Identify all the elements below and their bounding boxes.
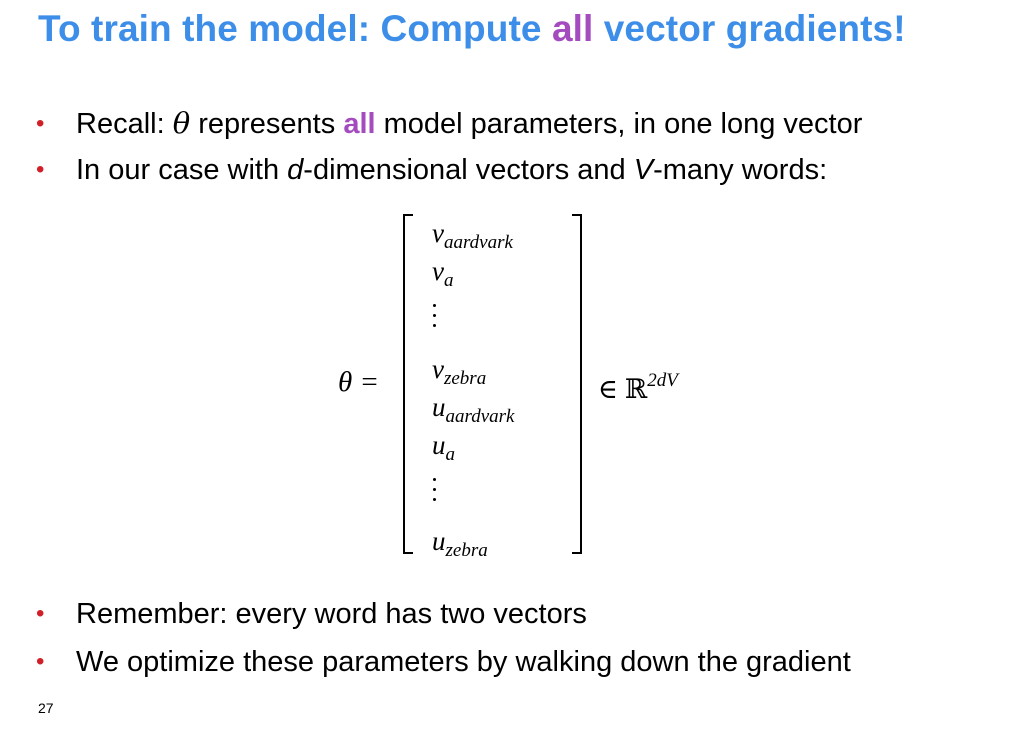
var-V: V [633,154,654,186]
page-number: 27 [38,700,54,716]
left-bracket [403,214,413,554]
bullet-recall: • Recall: θ represents all model parameters, in one long vector [36,106,863,140]
var-d: d [287,154,304,186]
title-accent-word: all [551,8,594,49]
vector-entry: $u_{zebra}$ [432,526,488,561]
accent-all: all [343,108,376,140]
slide-title: To train the model: Compute all vector gradients! [38,8,906,49]
bullet-dimensions: • In our case with d-dimensional vectors and V-many words: [36,154,828,186]
vertical-ellipsis [433,478,437,508]
bullet-dot: • [36,648,45,675]
bullet-optimize: • We optimize these parameters by walking down the gradient [36,646,851,678]
set-membership: ∈ ℝ$^{2dV}$ [598,370,678,404]
vector-entry: $v_{zebra}$ [432,354,487,389]
bullet-dot: • [36,156,45,183]
equation-lhs: θ = [338,366,380,398]
vector-entry: $v_a$ [432,256,454,291]
theta-symbol: θ [172,106,191,140]
bullet-dot: • [36,600,45,627]
vector-entry: $v_{aardvark}$ [432,218,513,253]
vertical-ellipsis [433,304,437,334]
right-bracket [572,214,582,554]
vector-entry: $u_{aardvark}$ [432,392,515,427]
vector-entry: $u_a$ [432,430,455,465]
bullet-dot: • [36,110,45,137]
bullet-remember: • Remember: every word has two vectors [36,598,587,630]
